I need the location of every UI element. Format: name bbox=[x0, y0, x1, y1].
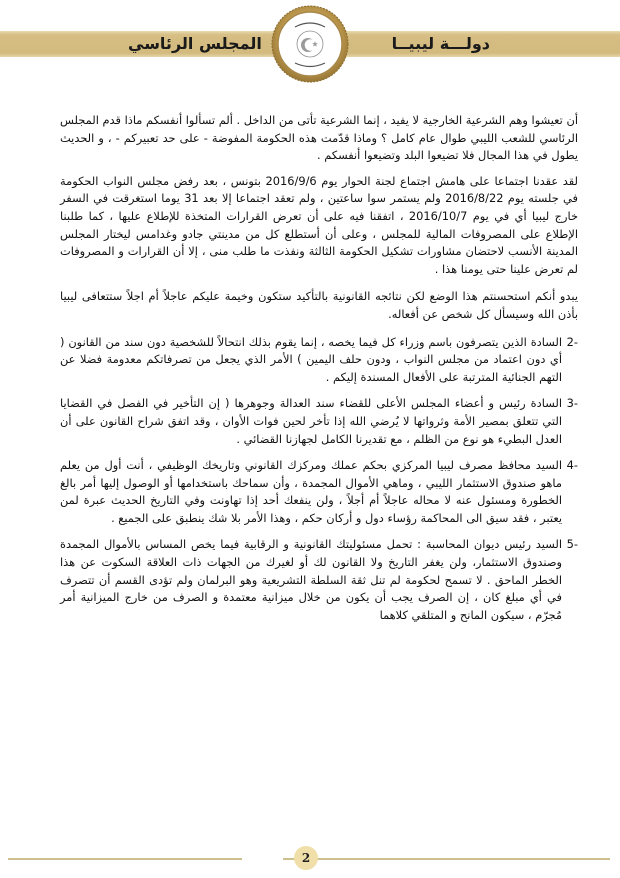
list-item bbox=[60, 395, 578, 448]
list-item-text: السيد رئيس ديوان المحاسبة : تحمل مسئوليتك القانونية و الرقابية فيما يخص المساس بالأموال المجمدة وصندوق الاستثمار، ولن يغفر التاريخ ولا القانون لك أو لغيرك من الجهات ذات العلاقة السكوت عن هذا الخطر الماحق . لا تسمح لحكومة لم تنل ثقة السلطة التشريعية وهو البرلمان ولم تؤدى القسم أن تتصرف في أي مبلغ كان ، إن الصرف يجب أن يكون من خلال ميزانية معتمدة و الصرف من خارج الميزانية أمر مُجرّم ، سيكون المانح و المتلقي كلاهما bbox=[60, 537, 562, 622]
list-item-number: 3- bbox=[566, 396, 578, 411]
header-title-council: المجلس الرئاسي bbox=[128, 34, 262, 53]
list-item bbox=[60, 457, 578, 527]
paragraph: لقد عقدنا اجتماعا على هامش اجتماع لجنة الحوار يوم 2016/9/6 بتونس ، بعد رفض مجلس النواب الحكومة في جلسته يوم 2016/8/22 ولم يستمر سوا ساعتين ، ولم تعقد اجتماعا إلا بعد 31 يوما استغرقت في السفر خارج ليبيا أي في يوم 2016/10/7 ، اتفقنا فيه على أن تعرض القرارات المتخذة للإطلاع عليها ، كما طلبنا الإطلاع على المصروفات المالية للمجلس ، وعلى أن أستطلع كل من مدينتي جادو وغدامس ليختار المجلس المدينة الأنسب لاحتضان مشاورات تشكيل الحكومة الثالثة ونفذت ما طلب منى ، إلا أن القرارات و المصروفات لم تعرض علينا حتى يومنا هذا . bbox=[60, 173, 578, 276]
letter-body bbox=[60, 112, 578, 633]
list-item-number: 4- bbox=[566, 458, 578, 473]
paragraph: يبدو أنكم استحسنتم هذا الوضع لكن نتائجه القانونية بالتأكيد ستكون وخيمة عليكم عاجلاً أم اجلاً ستتعافى ليبيا بأذن الله وسيسأل كل شخص عن أفعاله. bbox=[60, 289, 578, 321]
list-item-text: السيد محافظ مصرف ليبيا المركزي بحكم عملك ومركزك القانوني وتاريخك الوظيفي ، أنت أول من يعلم ماهو صندوق الاستثمار الليبي ، وماهي الأموال المجمدة ، وأن سماحك باستخدامها أو الوصول إليها أمر بالغ الخطورة ومسئول عنه لا محاله عاجلاً أم أجلاً ، ولن ينفعك أحد إذا تهاونت وفي التاريخ الحديث عبرة لمن يعتبر ، فقد سيق الى المحاكمة رؤساء دول و أركان حكم ، وهذا الأمر بلا شك ينطبق على الجميع . bbox=[60, 458, 562, 525]
seal-emblem-icon bbox=[271, 5, 349, 83]
header-title-state: دولـــة ليبيــا bbox=[391, 34, 490, 53]
list-item bbox=[60, 334, 578, 387]
list-item-text: السادة الذين يتصرفون باسم وزراء كل فيما يخصه ، إنما يقوم بذلك انتحالاً للشخصية دون سند من القانون ( أي دون اعتماد من مجلس النواب ، ودون حلف اليمين ) الأمر الذي يجعل من تصرفاتكم معدومة فضلا عن التهم الجنائية المترتبة على الأفعال المسندة إليكم . bbox=[60, 334, 562, 384]
list-item-text: السادة رئيس و أعضاء المجلس الأعلى للقضاء سند العدالة وجوهرها ( إن التأخير في الفصل في القضايا التي تتعلق بمصير الأمة وثرواتها لا يُرضي الله إذا تأخر لحين فوات الأوان ، وقد اتفق شراح القانون على أن العدل البطيء هو نوع من الظلم ، مع تقديرنا الكامل لجهازنا القضائي . bbox=[60, 396, 562, 446]
footer-divider-left bbox=[8, 858, 242, 860]
page-number: 2 bbox=[294, 846, 318, 870]
paragraph: أن تعيشوا وهم الشرعية الخارجية لا يفيد ، إنما الشرعية تأتى من الداخل . ألم تسألوا أنفسكم ماذا قدم المجلس الرئاسي للشعب الليبي طوال عام كامل ؟ وماذا قدّمت هذه الحكومة المفوضة - على حد تعبيركم - ، و الحديث يطول في هذا المجال فلا تضيعوا البلد وتضيعوا أنفسكم . bbox=[60, 113, 578, 163]
list-item-number: 5- bbox=[566, 537, 578, 552]
list-item-number: 2- bbox=[566, 334, 578, 349]
letterhead bbox=[0, 0, 620, 100]
footer-divider-right bbox=[283, 858, 610, 860]
list-item bbox=[60, 536, 578, 624]
